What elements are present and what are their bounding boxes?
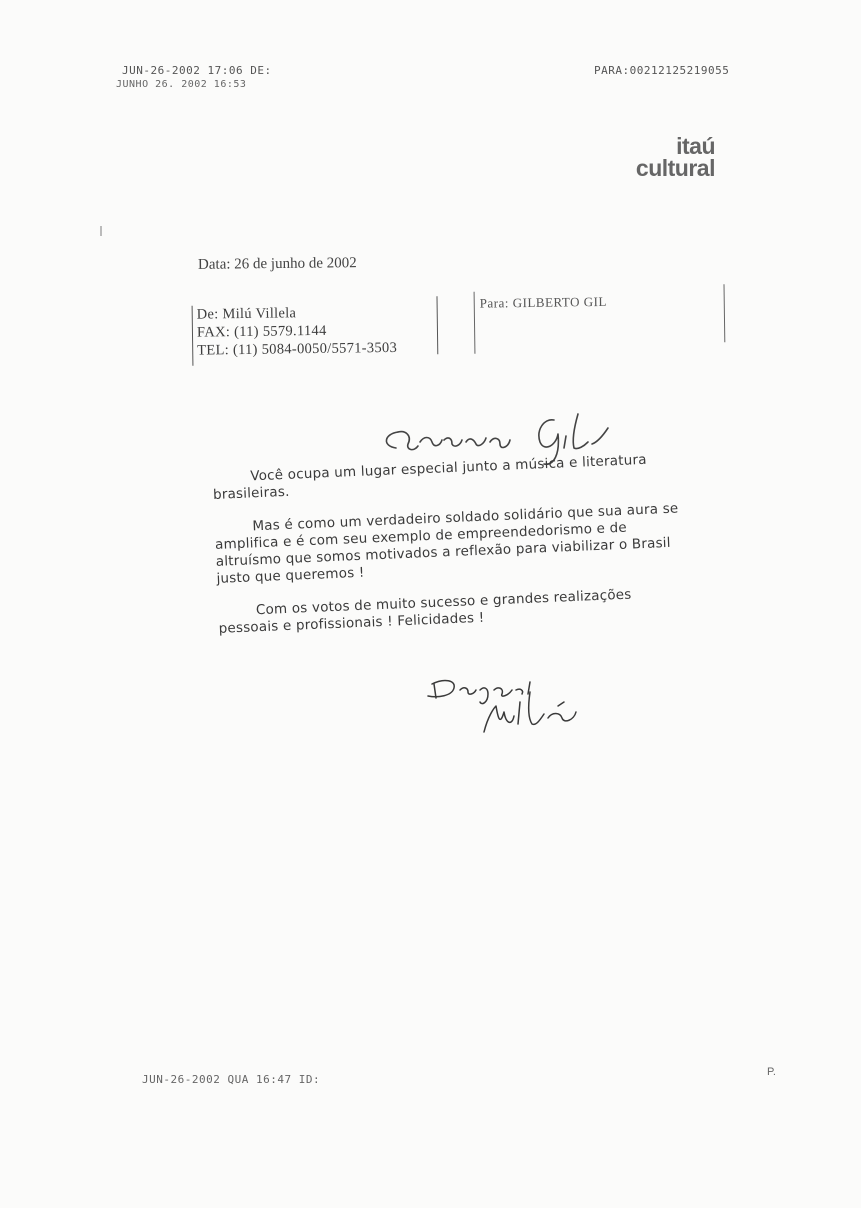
- fax-header-received: JUNHO 26. 2002 16:53: [116, 79, 247, 90]
- paragraph-2: Mas é como um verdadeiro soldado solidário que sua aura se amplifica e é com seu exemplo de empreendedorismo e de altruísmo que somos motivados a reflexão para viabilizar o Brasil justo que queremos !: [214, 500, 679, 587]
- handwritten-signature: [424, 672, 594, 742]
- paragraph-1: Você ocupa um lugar especial junto a música e literatura brasileiras.: [212, 451, 647, 503]
- page-mark: P.: [767, 1066, 776, 1078]
- itau-cultural-logo: [620, 135, 715, 179]
- letter-date: Data: 26 de junho de 2002: [197, 255, 357, 273]
- sender-tel: TEL: (11) 5084-0050/5571-3503: [197, 339, 398, 359]
- recipient-box-divider: [723, 284, 725, 342]
- fax-header-destination: PARA:00212125219055: [594, 64, 730, 77]
- salutation-text: Querido Gil,: [378, 406, 384, 407]
- letter-body: [212, 450, 689, 654]
- sender-box: [192, 302, 439, 365]
- signature-text: Beijos, Milú: [424, 672, 430, 673]
- recipient-box: [474, 288, 726, 353]
- logo-line-1: itaú: [676, 133, 715, 159]
- fax-footer-timestamp: JUN-26-2002 QUA 16:47 ID:: [142, 1073, 321, 1086]
- sender-box-divider: [436, 296, 438, 354]
- logo-line-2: cultural: [635, 155, 715, 181]
- recipient-name: Para: GILBERTO GIL: [479, 293, 607, 311]
- scan-mark: [100, 226, 102, 236]
- sender-name: De: Milú Villela: [196, 305, 297, 323]
- paragraph-3: Com os votos de muito sucesso e grandes realizações pessoais e profissionais ! Felicidades !: [218, 586, 632, 637]
- fax-header-timestamp: JUN-26-2002 17:06 DE:: [122, 64, 272, 77]
- sender-fax: FAX: (11) 5579.1144: [196, 322, 327, 341]
